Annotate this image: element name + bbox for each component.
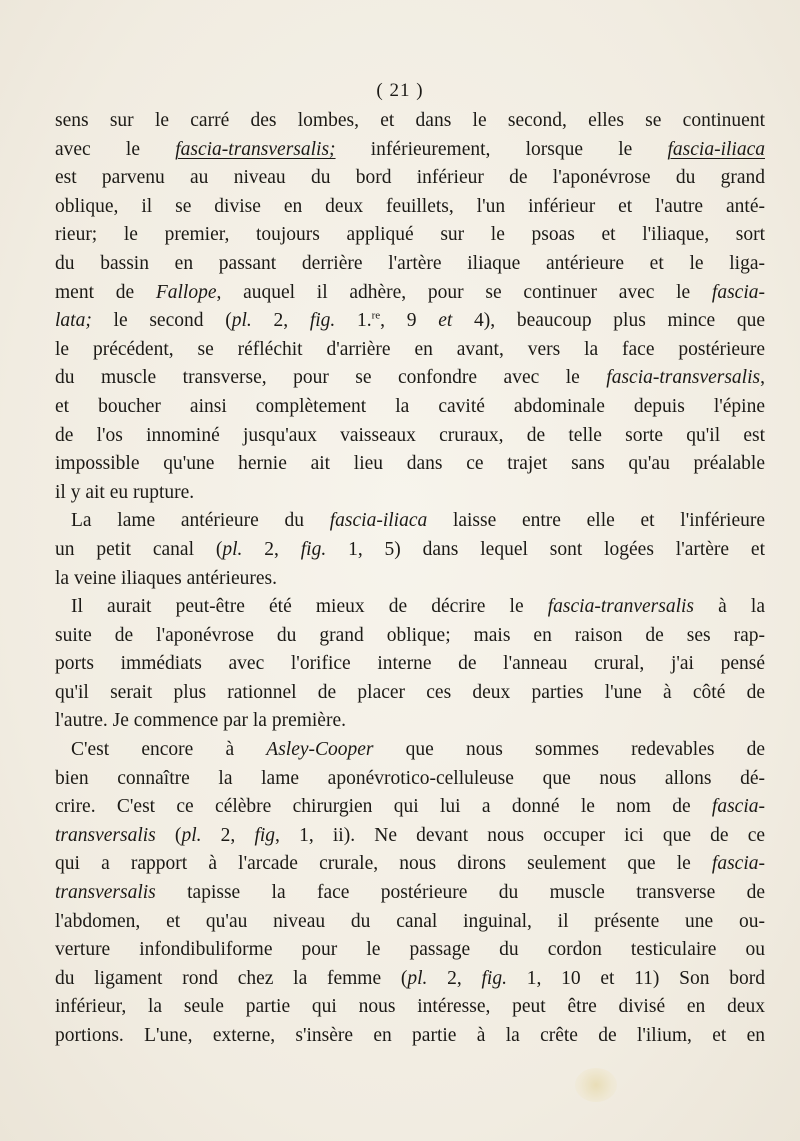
text-line (55, 993, 765, 1022)
text-span: est parvenu au niveau du bord inférieur de l'aponévrose du grand (55, 167, 765, 189)
text-span: tapisse la face postérieure du muscle transverse de (155, 882, 765, 904)
text-span: impossible qu'une hernie ait lieu dans ce trajet sans qu'au préalable (55, 453, 765, 475)
text-span: verture infondibuliforme pour le passage du cordon testiculaire ou (55, 939, 765, 961)
text-line (55, 765, 765, 794)
italic-span: lata; (55, 310, 92, 332)
text-line (55, 565, 765, 594)
text-span: portions. L'une, externe, s'insère en partie à la crête de l'ilium, et en (55, 1025, 765, 1046)
italic-span: et (438, 310, 453, 332)
italic-span: transversalis (55, 824, 156, 846)
text-span: 2, (427, 967, 482, 989)
text-span: et boucher ainsi complètement la cavité abdominale depuis l'épine (55, 395, 765, 417)
text-span: ment de (55, 281, 156, 303)
body-text (55, 107, 765, 1051)
text-line (55, 822, 765, 851)
text-line (55, 707, 765, 736)
text-span: , (760, 367, 765, 389)
italic-span: fig. (300, 538, 327, 560)
text-line (55, 336, 765, 365)
text-span: du muscle transverse, pour se confondre avec le (55, 367, 607, 389)
italic-span: re (371, 309, 381, 322)
page-number: ( 21 ) (376, 80, 424, 101)
text-span: du ligament rond chez la femme ( (55, 967, 408, 989)
text-line (55, 622, 765, 651)
text-line (55, 393, 765, 422)
text-line (55, 136, 765, 165)
text-span: sens sur le carré des lombes, et dans le second, elles se continuent (55, 110, 765, 131)
text-span: , 9 (380, 310, 439, 332)
italic-span: transversalis (55, 882, 156, 904)
text-line (55, 908, 765, 937)
text-span: inférieur, la seule partie qui nous intéresse, peut être divisé en deux (55, 996, 765, 1018)
text-span: crire. C'est ce célèbre chirurgien qui lui a donné le nom de (55, 796, 712, 818)
text-span: de l'os innominé jusqu'aux vaisseaux cruraux, de telle sorte qu'il est (55, 424, 765, 446)
text-line (55, 250, 765, 279)
text-line (55, 936, 765, 965)
text-span: , 1, ii). Ne devant nous occuper ici que de ce (275, 824, 765, 846)
text-span: Il aurait peut-être été mieux de décrire le (71, 596, 548, 618)
italic-span: Asley-Cooper (266, 739, 374, 761)
text-span: oblique, il se divise en deux feuillets, l'un inférieur et l'autre anté- (55, 195, 765, 217)
text-line (55, 965, 765, 994)
italic-span: pl. (407, 967, 428, 989)
italic-span: fig. (309, 310, 336, 332)
text-span: 1, 10 et 11) Son bord (506, 967, 765, 989)
text-line (55, 593, 765, 622)
text-span: un petit canal ( (55, 538, 223, 560)
italic-span: fig (254, 824, 276, 846)
text-line (55, 107, 765, 136)
text-span: du bassin en passant derrière l'artère iliaque antérieure et le liga- (55, 252, 765, 274)
italic-span: fig. (481, 967, 507, 989)
text-line (55, 507, 765, 536)
text-span: à la (694, 596, 765, 618)
text-span: ports immédiats avec l'orifice interne de l'anneau crural, j'ai pensé (55, 653, 765, 675)
text-span: ( (155, 824, 182, 846)
italic-span: fascia-transversalis (606, 367, 761, 389)
text-span: le second ( (91, 310, 232, 332)
text-span: suite de l'aponévrose du grand oblique; mais en raison de ses rap- (55, 624, 765, 646)
text-line (55, 279, 765, 308)
text-span: le précédent, se réfléchit d'arrière en avant, vers la face postérieure (55, 338, 765, 360)
text-line (55, 479, 765, 508)
text-line (55, 536, 765, 565)
text-span: la veine iliaques antérieures. (55, 567, 277, 589)
text-span: bien connaître la lame aponévrotico-celluleuse que nous allons dé- (55, 767, 765, 789)
text-span: 2, (251, 310, 310, 332)
italic-span: pl. (231, 310, 252, 332)
text-span: , auquel il adhère, pour se continuer avec le (216, 281, 712, 303)
text-span: l'autre. Je commence par la première. (55, 710, 346, 732)
text-line (55, 221, 765, 250)
italic-span: fascia-tranversalis (547, 596, 694, 618)
paper-stain (575, 1068, 617, 1102)
text-span: La lame antérieure du (71, 510, 330, 532)
text-span: laisse entre elle et l'inférieure (427, 510, 765, 532)
italic-span: fascia-iliaca (329, 510, 428, 532)
text-line (55, 450, 765, 479)
text-span: 1. (335, 310, 372, 332)
italic-span: fascia- (711, 853, 765, 875)
text-line (55, 650, 765, 679)
text-line (55, 679, 765, 708)
text-line (55, 164, 765, 193)
text-span: avec le (55, 138, 176, 160)
text-span: que nous sommes redevables de (373, 739, 765, 761)
text-span: l'abdomen, et qu'au niveau du canal inguinal, il présente une ou- (55, 910, 765, 932)
text-span: qu'il serait plus rationnel de placer ces deux parties l'une à côté de (55, 681, 765, 703)
text-line (55, 364, 765, 393)
italic-span: fascia-iliaca (667, 138, 765, 160)
text-span: 2, (242, 538, 301, 560)
text-span: inférieurement, lorsque le (335, 138, 668, 160)
text-span: 1, 5) dans lequel sont logées l'artère et (326, 538, 765, 560)
italic-span: fascia- (711, 796, 765, 818)
text-line (55, 193, 765, 222)
italic-span: pl. (222, 538, 243, 560)
text-span: il y ait eu rupture. (55, 481, 195, 503)
text-line (55, 736, 765, 765)
text-line (55, 850, 765, 879)
text-span: 4), beaucoup plus mince que (452, 310, 765, 332)
italic-span: pl. (181, 824, 202, 846)
text-span: C'est encore à (71, 739, 267, 761)
italic-span: Fallope (155, 281, 217, 303)
text-span: rieur; le premier, toujours appliqué sur le psoas et l'iliaque, sort (55, 224, 765, 246)
text-line (55, 307, 765, 336)
text-line (55, 793, 765, 822)
text-span: 2, (201, 824, 255, 846)
text-line (55, 422, 765, 451)
italic-span: fascia- (711, 281, 765, 303)
text-line (55, 1022, 765, 1051)
text-line (55, 879, 765, 908)
italic-span: fascia-transversalis; (175, 138, 336, 160)
text-span: qui a rapport à l'arcade crurale, nous dirons seulement que le (55, 853, 712, 875)
